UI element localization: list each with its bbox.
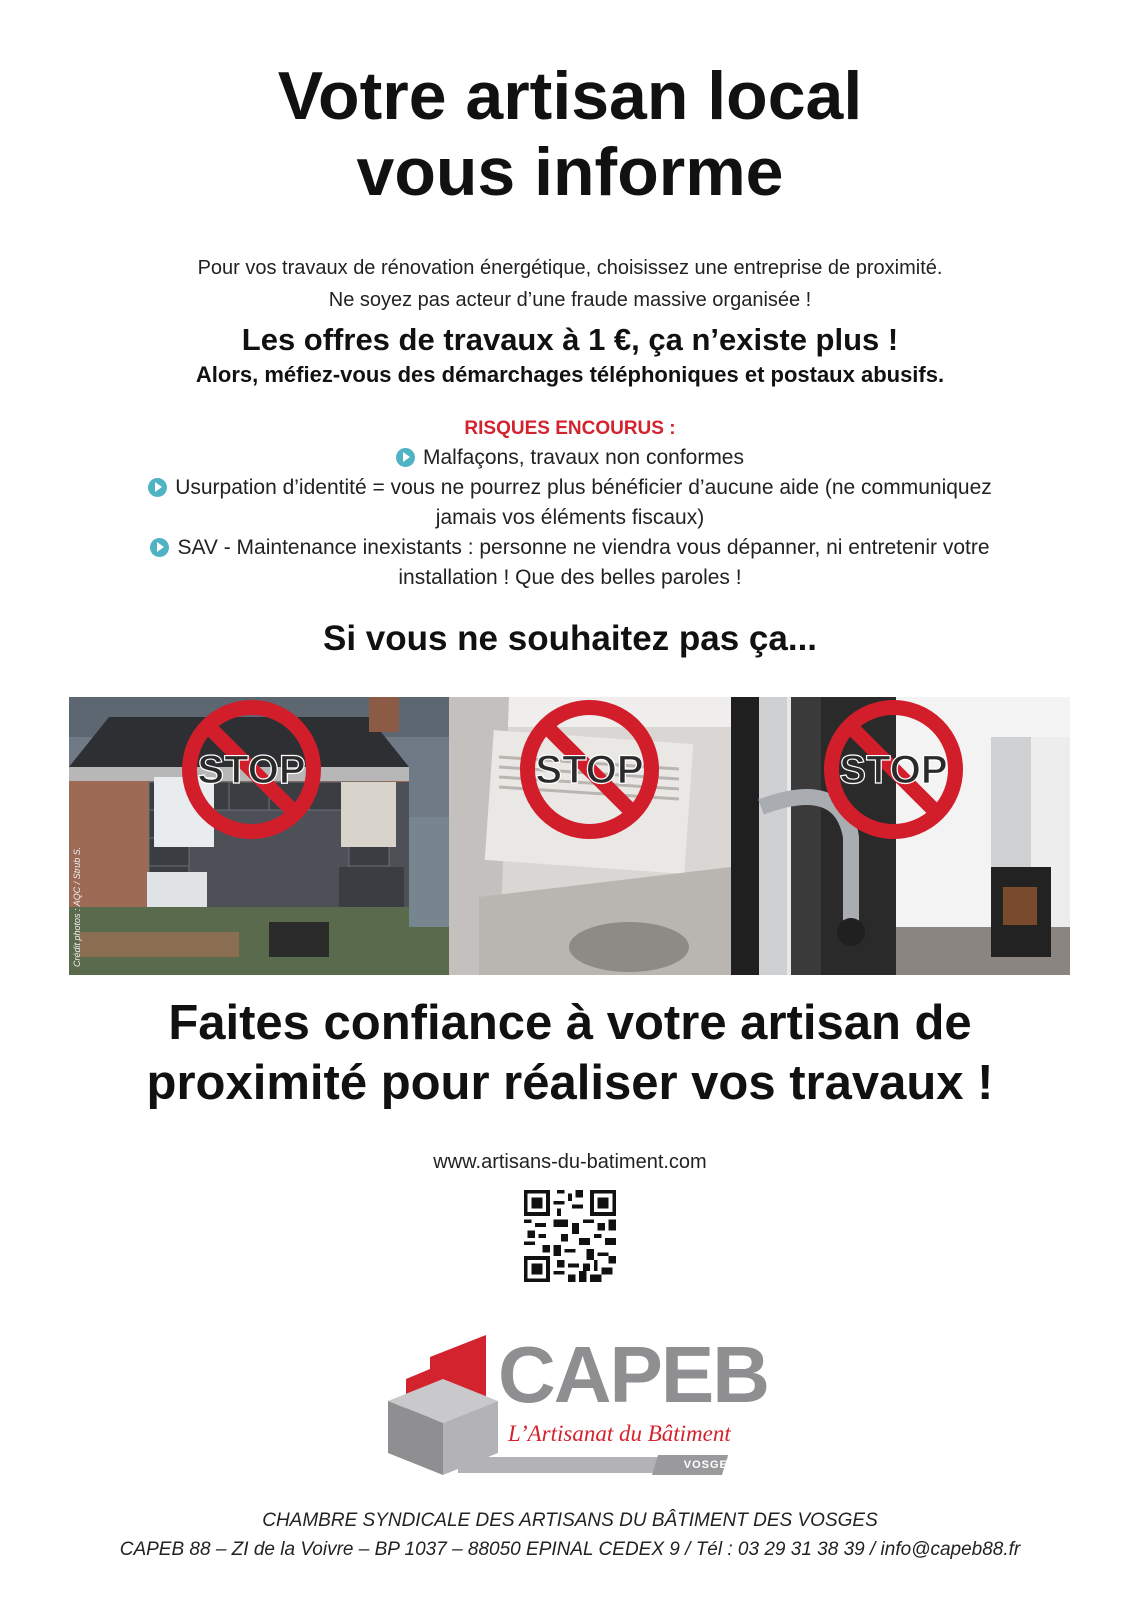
play-bullet-icon (148, 478, 167, 497)
warning-text: Alors, méfiez-vous des démarchages téléphoniques et postaux abusifs. (195, 362, 945, 387)
logo-tagline: L’Artisanat du Bâtiment (508, 1421, 731, 1446)
subheading: Si vous ne souhaitez pas ça... (322, 619, 818, 658)
page-title (0, 58, 1140, 210)
logo-department: VOSGES (683, 1459, 737, 1471)
capeb-logo (388, 1330, 769, 1485)
footer-contact: CAPEB 88 – ZI de la Voivre – BP 1037 – 88050 EPINAL CEDEX 9 / Tél : 03 29 31 38 39 / info@capeb88.fr (119, 1539, 1021, 1560)
play-bullet-icon (150, 538, 169, 557)
ventilation-unit-photo (449, 697, 731, 975)
photo-credit: Crédit photos : AQC / Strub S. (72, 846, 82, 967)
stop-label: STOP (839, 748, 948, 792)
no-entry-stop-icon (179, 697, 324, 842)
intro-text (0, 252, 1140, 316)
no-entry-stop-icon (517, 697, 662, 842)
photo-strip (69, 697, 1070, 975)
title-line-2: vous informe (356, 134, 784, 210)
call-to-action (0, 993, 1140, 1113)
stop-label: STOP (535, 748, 644, 792)
risk-text: Usurpation d’identité = vous ne pourrez plus bénéficier d’aucune aide (ne communiquez (175, 476, 992, 499)
title-line-1: Votre artisan local (277, 58, 863, 134)
risk-text-continued: jamais vos éléments fiscaux) (435, 506, 705, 529)
qr-code-icon[interactable] (524, 1190, 616, 1282)
risks-title: RISQUES ENCOURUS : (464, 418, 676, 439)
risk-text: SAV - Maintenance inexistants : personne ne viendra vous dépanner, ni entretenir votre (177, 536, 990, 559)
cta-line-1: Faites confiance à votre artisan de (168, 996, 972, 1050)
intro-line-1: Pour vos travaux de rénovation énergétique, choisissez une entreprise de proximité. (197, 257, 943, 279)
risk-item (70, 443, 1070, 473)
risks-list (70, 443, 1070, 593)
footer-organisation: CHAMBRE SYNDICALE DES ARTISANS DU BÂTIMENT DES VOSGES (262, 1510, 878, 1531)
stop-label: STOP (197, 748, 306, 792)
no-entry-stop-icon (821, 697, 966, 842)
risk-text: Malfaçons, travaux non conformes (423, 446, 744, 469)
stove-pipe-interior-photo (731, 697, 1070, 975)
website-link[interactable]: www.artisans-du-batiment.com (433, 1151, 707, 1173)
risk-text-continued: installation ! Que des belles paroles ! (398, 566, 742, 589)
logo-wordmark: CAPEB (498, 1330, 769, 1419)
house-facade-photo (69, 697, 449, 975)
cta-line-2: proximité pour réaliser vos travaux ! (146, 1056, 994, 1110)
risk-item (70, 533, 1070, 563)
play-bullet-icon (396, 448, 415, 467)
risk-item (70, 473, 1070, 503)
offer-headline: Les offres de travaux à 1 €, ça n’existe plus ! (241, 322, 899, 357)
intro-line-2: Ne soyez pas acteur d’une fraude massive organisée ! (328, 289, 812, 311)
